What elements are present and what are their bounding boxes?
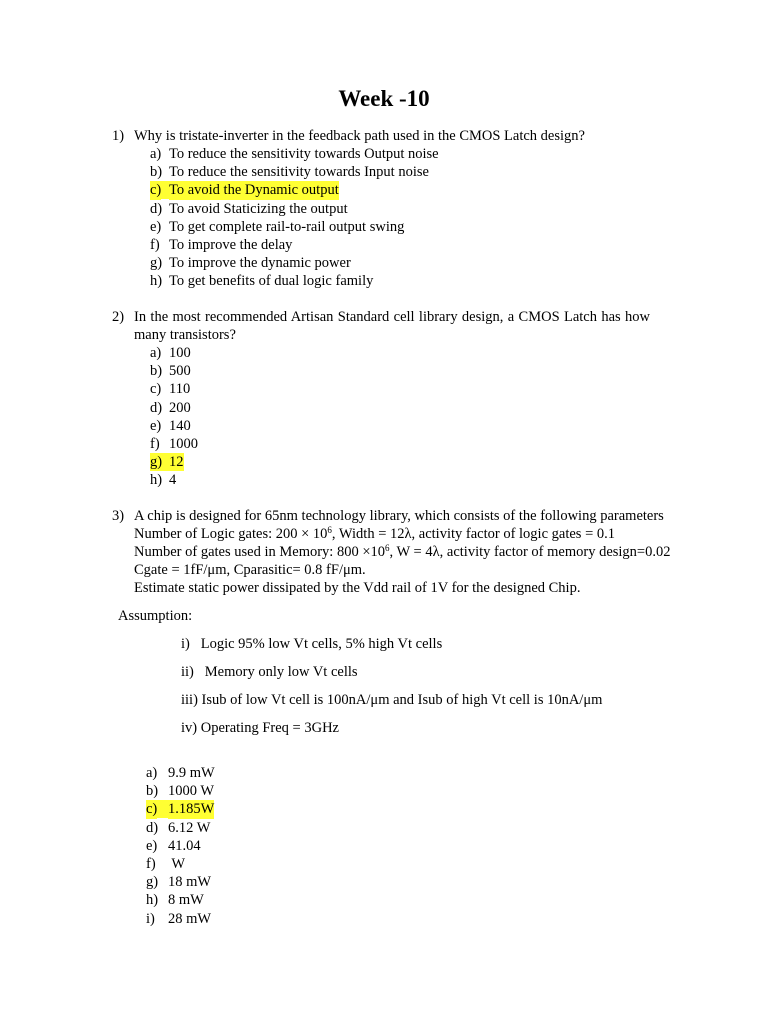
option-label: c)	[150, 381, 162, 398]
question-number: 1)	[112, 128, 125, 144]
option-label: f)	[146, 855, 156, 872]
highlight-fill	[161, 181, 169, 199]
option-label: e)	[150, 417, 162, 434]
logic-gates-exponent: 6	[327, 525, 332, 535]
memory-gates-suffix: , W = 4λ, activity factor of memory design=0.02	[389, 544, 671, 560]
option-label: i)	[146, 910, 155, 927]
assumption-item: iii) Isub of low Vt cell is 100nA/μm and Isub of high Vt cell is 10nA/μm	[181, 692, 603, 708]
assumption-item: iv) Operating Freq = 3GHz	[181, 720, 339, 736]
option-text: 500	[169, 363, 191, 380]
option-label: b)	[146, 783, 159, 800]
question-number: 2)	[112, 309, 125, 325]
option-text: To avoid Staticizing the output	[169, 200, 348, 217]
option-label: f)	[150, 435, 160, 452]
option-label: b)	[150, 164, 163, 181]
option-text: 4	[169, 472, 177, 489]
option-text: 18 mW	[168, 874, 212, 891]
question-text: Why is tristate-inverter in the feedback path used in the CMOS Latch design?	[134, 128, 585, 144]
option-text: To reduce the sensitivity towards Input noise	[169, 164, 429, 181]
option-text: To improve the dynamic power	[169, 255, 351, 272]
option-label: b)	[150, 363, 163, 380]
option-text: 6.12 W	[168, 819, 211, 836]
option-text: 200	[169, 399, 191, 416]
assumption-item: i) Logic 95% low Vt cells, 5% high Vt cells	[181, 636, 443, 652]
question-ask: Estimate static power dissipated by the Vdd rail of 1V for the designed Chip.	[134, 580, 581, 596]
option-text: To get complete rail-to-rail output swing	[169, 218, 405, 235]
option-label: c)	[146, 801, 158, 818]
option-label: e)	[150, 218, 162, 235]
option-label: a)	[150, 146, 162, 162]
option-label: g)	[146, 874, 159, 891]
memory-gates-prefix: Number of gates used in Memory: 800 ×10	[134, 544, 386, 560]
option-text: 1.185W	[168, 801, 215, 818]
option-text: To avoid the Dynamic output	[169, 182, 339, 199]
question-intro: A chip is designed for 65nm technology library, which consists of the following parameters	[134, 508, 664, 524]
option-label: a)	[150, 345, 162, 361]
logic-gates-prefix: Number of Logic gates: 200 × 10	[134, 526, 328, 542]
option-text: 110	[169, 381, 191, 398]
option-label: h)	[150, 472, 163, 489]
option-text: 9.9 mW	[168, 765, 215, 781]
highlight-fill	[162, 453, 169, 471]
option-label: c)	[150, 182, 162, 199]
option-label: e)	[146, 837, 158, 854]
option-label: d)	[146, 819, 159, 836]
option-label: g)	[150, 255, 163, 272]
option-label: d)	[150, 200, 163, 217]
option-text: To improve the delay	[169, 236, 293, 253]
option-text: W	[168, 855, 186, 872]
question-number: 3)	[112, 508, 125, 524]
option-label: h)	[146, 892, 159, 909]
page-title: Week -10	[338, 86, 430, 111]
memory-gates-exponent: 6	[385, 543, 390, 553]
option-text: 140	[169, 417, 191, 434]
option-label: f)	[150, 236, 160, 253]
option-label: a)	[146, 765, 158, 781]
option-label: g)	[150, 454, 163, 471]
assumption-item: ii) Memory only low Vt cells	[181, 664, 358, 680]
capacitance-line: Cgate = 1fF/μm, Cparasitic= 0.8 fF/μm.	[134, 562, 366, 578]
assumption-label: Assumption:	[118, 608, 193, 624]
option-label: d)	[150, 399, 163, 416]
option-text: To reduce the sensitivity towards Output noise	[169, 146, 439, 162]
option-text: 12	[169, 454, 184, 471]
option-text: To get benefits of dual logic family	[169, 273, 374, 290]
option-text: 100	[169, 345, 191, 361]
option-text: 1000 W	[168, 783, 215, 800]
question-text: In the most recommended Artisan Standard cell library design, a CMOS Latch has how many transistors?	[134, 309, 650, 343]
option-text: 28 mW	[168, 910, 212, 927]
option-text: 41.04	[168, 837, 201, 854]
highlight-fill	[157, 800, 168, 818]
option-text: 1000	[169, 435, 198, 452]
option-label: h)	[150, 273, 163, 290]
option-text: 8 mW	[168, 892, 204, 909]
memory-gates-line	[134, 543, 671, 561]
logic-gates-suffix: , Width = 12λ, activity factor of logic gates = 0.1	[331, 526, 615, 542]
logic-gates-line	[134, 525, 615, 543]
